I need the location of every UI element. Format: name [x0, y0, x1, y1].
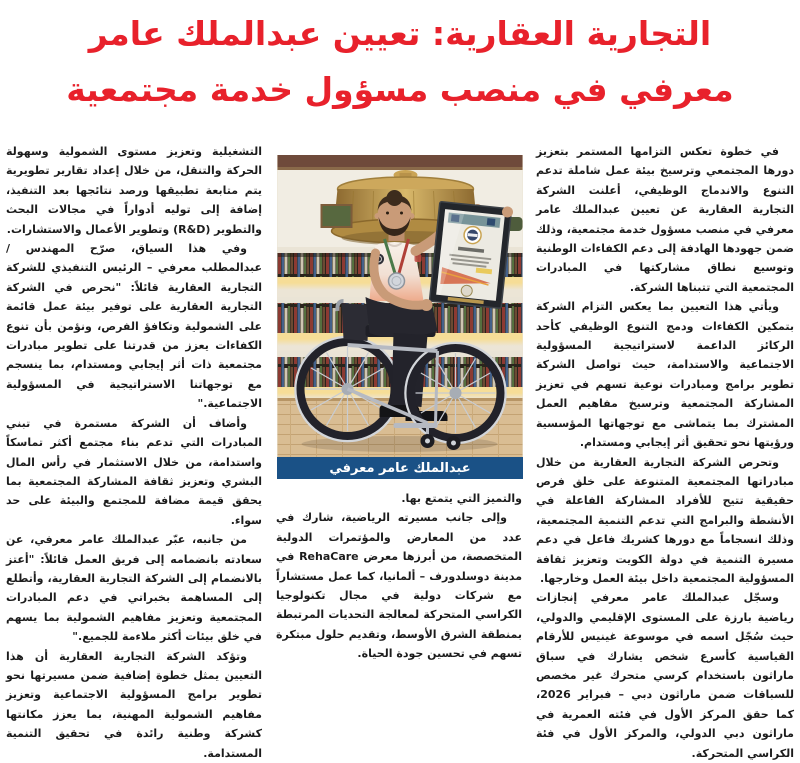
left-hand — [502, 207, 513, 218]
article-paragraph: وإلى جانب مسيرته الرياضية، شارك في عدد من المعارض والمؤتمرات الدولية المتخصصة، من أبرزها معرض RehaCare في مدينة دوسلدورف – ألمانيا، كما عمل مستشاراً مع شركات دولية في مجال تكنولوجيا الكراسي المتحركة لمعالجة التحديات المرتبطة بمنطقة الشرق الأوسط، وتقديم حلول مبتكرة تسهم في تحسين جودة الحياة. — [276, 511, 522, 661]
article-paragraph: من جانبه، عبّر عبدالملك عامر معرفي، عن سعادته بانضمامه إلى فريق العمل قائلاً: "أعتز بالانضمام إلى الشركة التجارية العقارية، وأتطلع إلى المساهمة بخبراتي في دعم المبادرات المجتمعية وتعزيز مفاهيم الشمولية بما يسهم في خلق بيئات أكثر ملاءمة للجميع." — [6, 533, 262, 644]
article-photo — [277, 155, 523, 457]
column-left-third — [6, 142, 262, 760]
headline-line-1: التجارية العقارية: تعيين عبدالملك عامر — [88, 14, 712, 53]
footplate — [394, 423, 438, 428]
column-right-first — [536, 142, 794, 760]
article-paragraph: والتميز التي يتمتع بها. — [401, 492, 522, 505]
article-paragraph: التشغيلية وتعزيز مستوى الشمولية وسهولة الحركة والتنقل، من خلال إعداد تقارير تطويرية يتم متابعة تطبيقها ورصد نتائجها بعد التنفيذ، إضافة إلى توليه أدواراً في مجالات البحث والتطوير (R&D) وتطوير الأعمال والاستشارات. — [6, 145, 262, 236]
article-paragraph: وتؤكد الشركة التجارية العقارية أن هذا التعيين يمثل خطوة إضافية ضمن مسيرتها نحو تطوير برامج المسؤولية الاجتماعية وتعزيز مفاهيم الشمولية المهنية، بما يعزز مكانتها كشركة وطنية رائدة في تحقيق التنمية المستدامة. — [6, 649, 262, 760]
backrest — [342, 303, 370, 341]
article-headline — [0, 6, 800, 118]
article-paragraph: وفي هذا السياق، صرّح المهندس / عبدالمطلب معرفي – الرئيس التنفيذي للشركة التجارية العقارية قائلاً: "نحرص في الشركة التجارية العقارية على توفير بيئة عمل قائمة على الشمولية وتكافؤ الفرص، ونؤمن بأن تنوع الكفاءات يعزز من قدرتنا على تطوير مبادرات مجتمعية ذات أثر إيجابي ومستدام، بما ينسجم مع توجهاتنا الاستراتيجية في المسؤولية الاجتماعية." — [6, 242, 262, 411]
photo-illustration — [277, 155, 523, 457]
photo-caption-text: عبدالملك عامر معرفي — [329, 460, 471, 476]
column-middle-second — [276, 489, 522, 661]
article-paragraph: في خطوة تعكس التزامها المستمر بتعزيز دورها المجتمعي وترسيخ بيئة عمل شاملة تدعم التنوع والاندماج الوظيفي، أعلنت الشركة التجارية العقارية عن تعيين عبدالملك عامر معرفي في منصب مسؤول خدمة مجتمعية، وذلك ضمن جهودها الهادفة إلى دعم الكفاءات الوطنية وتوسيع نطاق مشاركتها في المبادرات المجتمعية التي تتبناها الشركة. — [536, 145, 794, 294]
wall-picture — [322, 205, 352, 227]
article-paragraph: وأضاف أن الشركة مستمرة في تبني المبادرات التي تدعم بناء مجتمع أكثر تماسكاً واستدامة، من خلال الاستثمار في رأس المال البشري وتعزيز ثقافة المشاركة المجتمعية بما يحقق قيمة مضافة للمجتمع والبيئة على حد سواء. — [6, 416, 262, 527]
article-paragraph: ويأتي هذا التعيين بما يعكس التزام الشركة بتمكين الكفاءات ودمج التنوع الوظيفي كأحد الركائز الداعمة لاستراتيجية المسؤولية الاجتماعية والاستدامة، حيث تواصل الشركة تطوير برامج ومبادرات نوعية تسهم في تعزيز المشاركة المجتمعية وترسيخ مفاهيم العمل المشترك بما يتماشى مع توجهاتها المؤسسية ورؤيتها نحو تحقيق أثر إيجابي ومستدام. — [536, 300, 794, 450]
right-hand — [421, 299, 433, 311]
headline-line-2: معرفي في منصب مسؤول خدمة مجتمعية — [66, 70, 734, 109]
article-paragraph: وتحرص الشركة التجارية العقارية من خلال مبادراتها المجتمعية المتنوعة على خلق فرص حقيقية تتيح للأفراد المشاركة الفاعلة في الأنشطة والبرامج التي تدعم التنمية المجتمعية، وذلك انسجاماً مع دورها كشريك فاعل في دعم مسيرة التنمية في دولة الكويت وتعزيز ثقافة المسؤولية المجتمعية داخل بيئة العمل وخارجها. — [536, 455, 794, 585]
article-paragraph: وسجّل عبدالملك عامر معرفي إنجازات رياضية بارزة على المستوى الإقليمي والدولي، حيث سُجّل اسمه في موسوعة غينيس للأرقام القياسية كأسرع شخص يشارك في سباق ماراثون باستخدام كرسي متحرك غير مخصص للسباقات ضمن ماراثون دبي – فبراير 2026، كما حقق المركز الأول في فئته العمرية في ماراثون دبي الدولي، والمركز الأول في فئة الكراسي المتحركة. — [536, 591, 794, 760]
photo-caption-bar — [277, 457, 523, 479]
guinness-certificate — [429, 202, 511, 309]
